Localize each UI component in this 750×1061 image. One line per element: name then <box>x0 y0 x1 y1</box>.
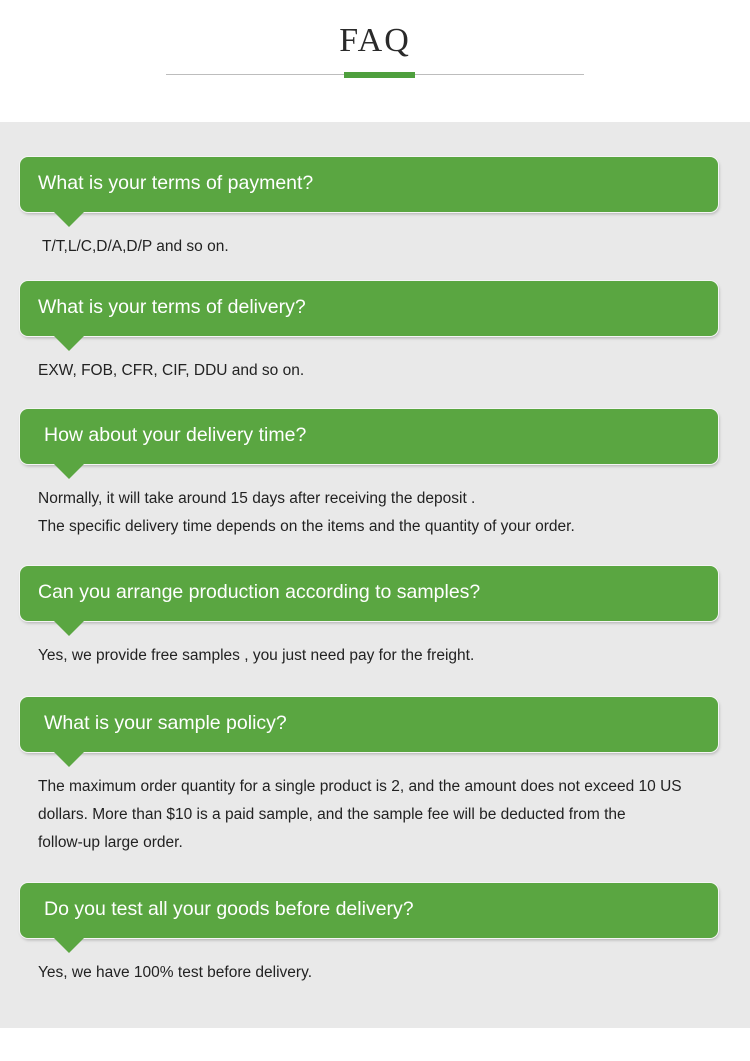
page-title: FAQ <box>339 22 411 59</box>
question-text: What is your terms of delivery? <box>38 296 306 318</box>
faq-answer-payment <box>42 233 722 261</box>
faq-answer-sample-policy <box>38 773 718 857</box>
question-text: Do you test all your goods before delivery? <box>44 898 414 920</box>
faq-answer-samples <box>38 642 718 670</box>
faq-answer-delivery-time <box>38 485 718 541</box>
answer-line: Yes, we provide free samples , you just need pay for the freight. <box>38 647 475 664</box>
faq-answer-testing <box>38 959 718 987</box>
faq-question-delivery-terms <box>20 281 718 336</box>
page-footer-space <box>0 1028 750 1061</box>
faq-question-sample-policy <box>20 697 718 752</box>
faq-panel <box>0 122 750 1028</box>
faq-question-payment <box>20 157 718 212</box>
title-accent-bar <box>344 72 415 78</box>
answer-line: dollars. More than $10 is a paid sample, and the sample fee will be deducted from the <box>38 806 626 823</box>
answer-line: EXW, FOB, CFR, CIF, DDU and so on. <box>38 362 305 379</box>
faq-question-delivery-time <box>20 409 718 464</box>
answer-line: Yes, we have 100% test before delivery. <box>38 964 312 981</box>
answer-line: The specific delivery time depends on the items and the quantity of your order. <box>38 518 575 535</box>
answer-line: Normally, it will take around 15 days after receiving the deposit . <box>38 490 476 507</box>
faq-question-testing <box>20 883 718 938</box>
faq-question-samples <box>20 566 718 621</box>
answer-line: The maximum order quantity for a single product is 2, and the amount does not exceed 10 US <box>38 778 682 795</box>
question-text: Can you arrange production according to samples? <box>38 581 481 603</box>
faq-header <box>0 0 750 122</box>
question-text: How about your delivery time? <box>44 424 307 446</box>
answer-line: follow-up large order. <box>38 834 183 851</box>
faq-answer-delivery-terms <box>38 357 718 385</box>
question-text: What is your terms of payment? <box>38 172 314 194</box>
question-text: What is your sample policy? <box>44 712 287 734</box>
answer-line: T/T,L/C,D/A,D/P and so on. <box>42 238 229 255</box>
